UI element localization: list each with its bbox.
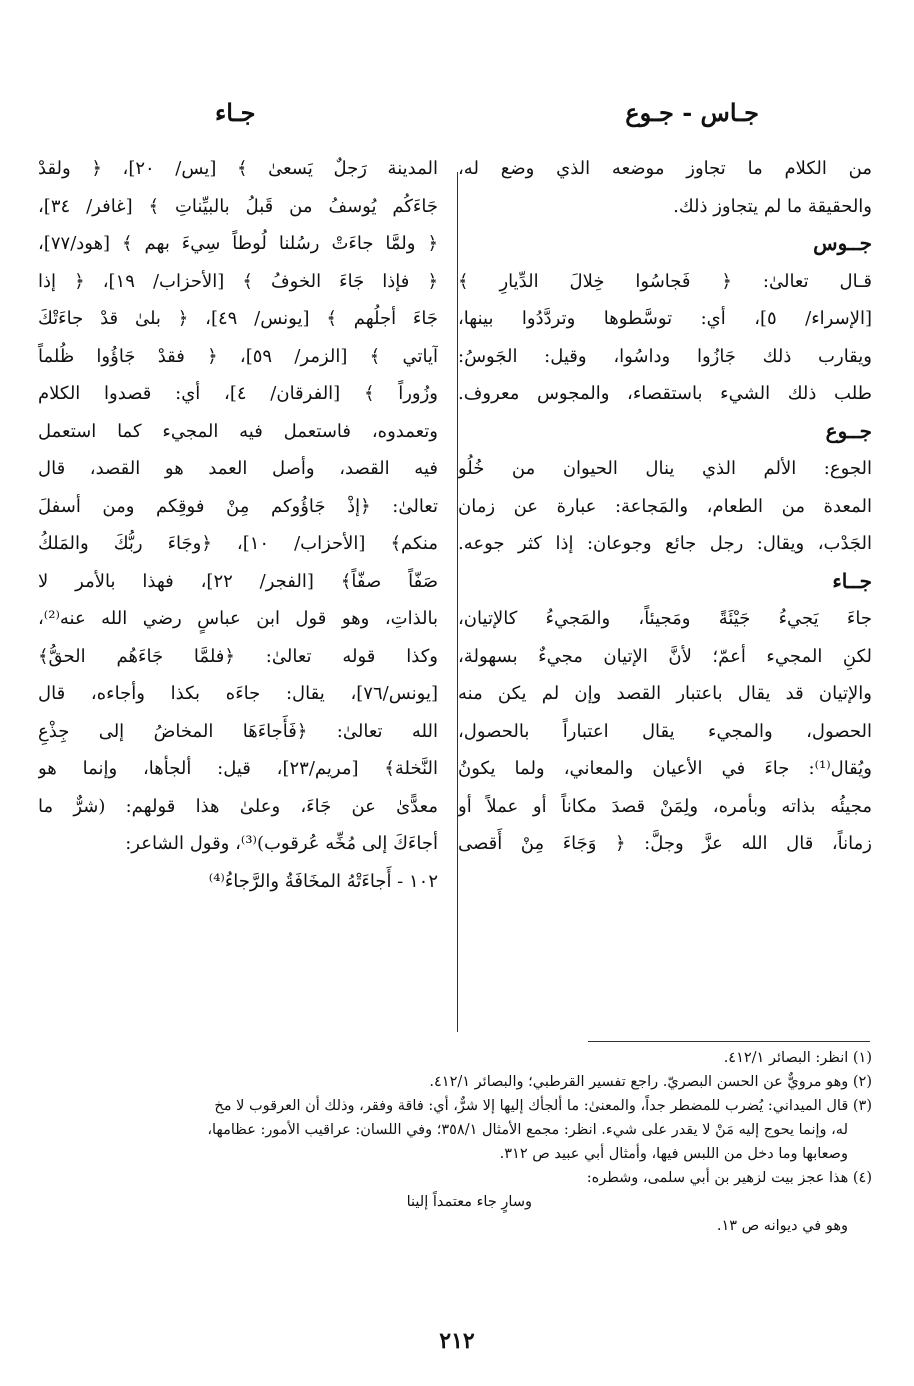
column-divider (457, 172, 458, 1032)
text-line: المدينة رَجلٌ يَسعىٰ ﴾ [يس/ ٢٠]، ﴿ ولقدْ (38, 158, 438, 179)
text-line: الجَدْب، ويقال: رجل جائع وجوعان: إذا كثر جوعه. (458, 533, 872, 554)
text-line: النَّخلة﴾ [مريم/٢٣]، قيل: ألجأها، وإنما هو (38, 758, 438, 779)
text-line: ويُقال⁽¹⁾: جاءَ في الأعيان والمعاني، ولما يكونُ (458, 758, 872, 779)
footnote-line: وسارٍ جاء معتمداً إلينا (406, 1194, 532, 1210)
footnote-line: له، وإنما يحوج إليه مَنْ لا يقدر على شيء. انظر: مجمع الأمثال ٣٥٨/١؛ وفي اللسان: عراقيب الأمور: عظامها، (207, 1122, 848, 1138)
page-number: ٢١٢ (439, 1328, 475, 1354)
text-line: [الإسراء/ ٥]، أي: توسَّطوها وتردَّدُوا بينها، (458, 308, 872, 329)
text-line: جَاءَ أجلُهم ﴾ [يونس/ ٤٩]، ﴿ بلىٰ قدْ جاءَتْكَ (38, 308, 438, 329)
section-heading: جــاء (832, 568, 872, 593)
text-line: من الكلام ما تجاوز موضعه الذي وضع له، (458, 158, 872, 179)
running-header-right: جـاس - جـوع (625, 98, 759, 127)
text-line: قـال تعالىٰ: ﴿ فَجاسُوا خِلالَ الدِّيارِ ﴾ (458, 270, 872, 292)
text-line: جَاءَكُم يُوسفُ من قَبلُ بالبيِّناتِ ﴾ [غافر/ ٣٤]، (38, 195, 438, 217)
text-line: تعالىٰ: ﴿إذْ جَاؤُوكم مِنْ فوقِكم ومن أسفلَ (38, 495, 438, 517)
section-heading: جــوع (825, 418, 872, 443)
text-line: والإتيان قد يقال باعتبار القصد وإن لم يكن منه (458, 683, 872, 704)
footnote-line: (٤) هذا عجز بيت لزهير بن أبي سلمى، وشطره: (586, 1170, 872, 1186)
text-line: طلب ذلك الشيء باستقصاء، والمجوس معروف. (458, 383, 872, 404)
text-line: ١٠٢ - أَجاءَتْهُ المخَافَةُ والرَّجاءُ⁽⁴⁾ (208, 870, 438, 892)
text-line: زماناً، قال الله عزَّ وجلَّ: ﴿ وَجَاءَ مِنْ أَقصى (458, 833, 872, 854)
text-line: وزُوراً ﴾ [الفرقان/ ٤]، أي: قصدوا الكلام (38, 383, 438, 404)
text-line: وتعمدوه، فاستعمل فيه المجيء كما استعمل (38, 420, 438, 442)
text-line: المعدة من الطعام، والمَجاعة: عبارة عن زمان (458, 495, 872, 517)
text-line: ﴿ فإذا جَاءَ الخوفُ ﴾ [الأحزاب/ ١٩]، ﴿ إذا (38, 270, 438, 292)
text-line: أجاءَكَ إلى مُخِّه عُرقوب)⁽³⁾، وقول الشاعر: (125, 833, 438, 854)
footnote-line: وصعابها وما دخل من اللبس فيها، وأمثال أبي عبيد ص ٣١٢. (499, 1146, 848, 1162)
text-line: الجوع: الألم الذي ينال الحيوان من خُلُو (458, 458, 872, 479)
footnote-line: (١) انظر: البصائر ٤١٢/١. (723, 1050, 872, 1066)
text-line: بالذاتِ، وهو قول ابن عباسٍ رضي الله عنه⁽²⁾، (38, 608, 438, 629)
text-line: آياتي ﴾ [الزمر/ ٥٩]، ﴿ فقدْ جَاؤُوا ظُلماً (38, 345, 438, 367)
footnote-separator (588, 1041, 870, 1042)
text-line: الحصول، والمجيء يقال اعتباراً بالحصول، (458, 720, 872, 742)
footnote-line: وهو في ديوانه ص ١٣. (716, 1218, 848, 1234)
text-line: فيه القصد، وأصل العمد هو القصد، قال (38, 458, 438, 479)
right-text-column (458, 150, 872, 863)
footnote-line: (٢) وهو مرويٌّ عن الحسن البصريّ. راجع تفسير القرطبي؛ والبصائر ٤١٢/١. (429, 1074, 872, 1090)
text-line: ويقارب ذلك جَازُوا وداسُوا، وقيل: الجَوسُ: (458, 345, 872, 367)
footnotes (34, 1046, 872, 1238)
text-line: والحقيقة ما لم يتجاوز ذلك. (673, 195, 872, 217)
text-line: الله تعالىٰ: ﴿فَأَجاءَهَا المخاضُ إلى جِذْعِ (38, 720, 438, 742)
text-line: منكم﴾ [الأحزاب/ ١٠]، ﴿وجَاءَ ربُّكَ والمَلكُ (38, 533, 438, 554)
footnote-line: (٣) قال الميداني: يُضرب للمضطر جداً، والمعنىٰ: ما ألجأك إليها إلا شرٌّ، أي: فاقة وفقر، وذلك أن العرقوب لا مخ (214, 1098, 872, 1114)
running-header-left: جـاء (215, 98, 256, 127)
text-line: وكذا قوله تعالىٰ: ﴿فلمَّا جَاءَهُم الحقُّ﴾ (38, 645, 438, 667)
text-line: جاءَ يَجيءُ جَيْئَةً ومَجيئاً، والمَجيءُ كالإتيان، (458, 608, 872, 629)
text-line: صَفّاً صفّاً﴾ [الفجر/ ٢٢]، فهذا بالأمر لا (38, 570, 438, 592)
text-line: [يونس/٧٦]، يقال: جاءَه بكذا وأجاءه، قال (38, 683, 438, 704)
text-line: ﴿ ولمَّا جاءَتْ رسُلنا لُوطاً سِيءَ بهم ﴾ [هود/٧٧]، (38, 233, 438, 254)
section-heading: جــوس (813, 231, 872, 255)
left-text-column (38, 150, 438, 900)
text-line: لكنِ المجيء أعمّ؛ لأنَّ الإتيان مجيءٌ بسهولة، (458, 645, 872, 667)
text-line: معدًّىٰ عن جَاءَ، وعلىٰ هذا قولهم: (شرٌّ ما (38, 795, 438, 817)
text-line: مجيئُه بذاته وبأمره، ولِمَنْ قصدَ مكاناً أو عملاً أو (458, 795, 872, 817)
